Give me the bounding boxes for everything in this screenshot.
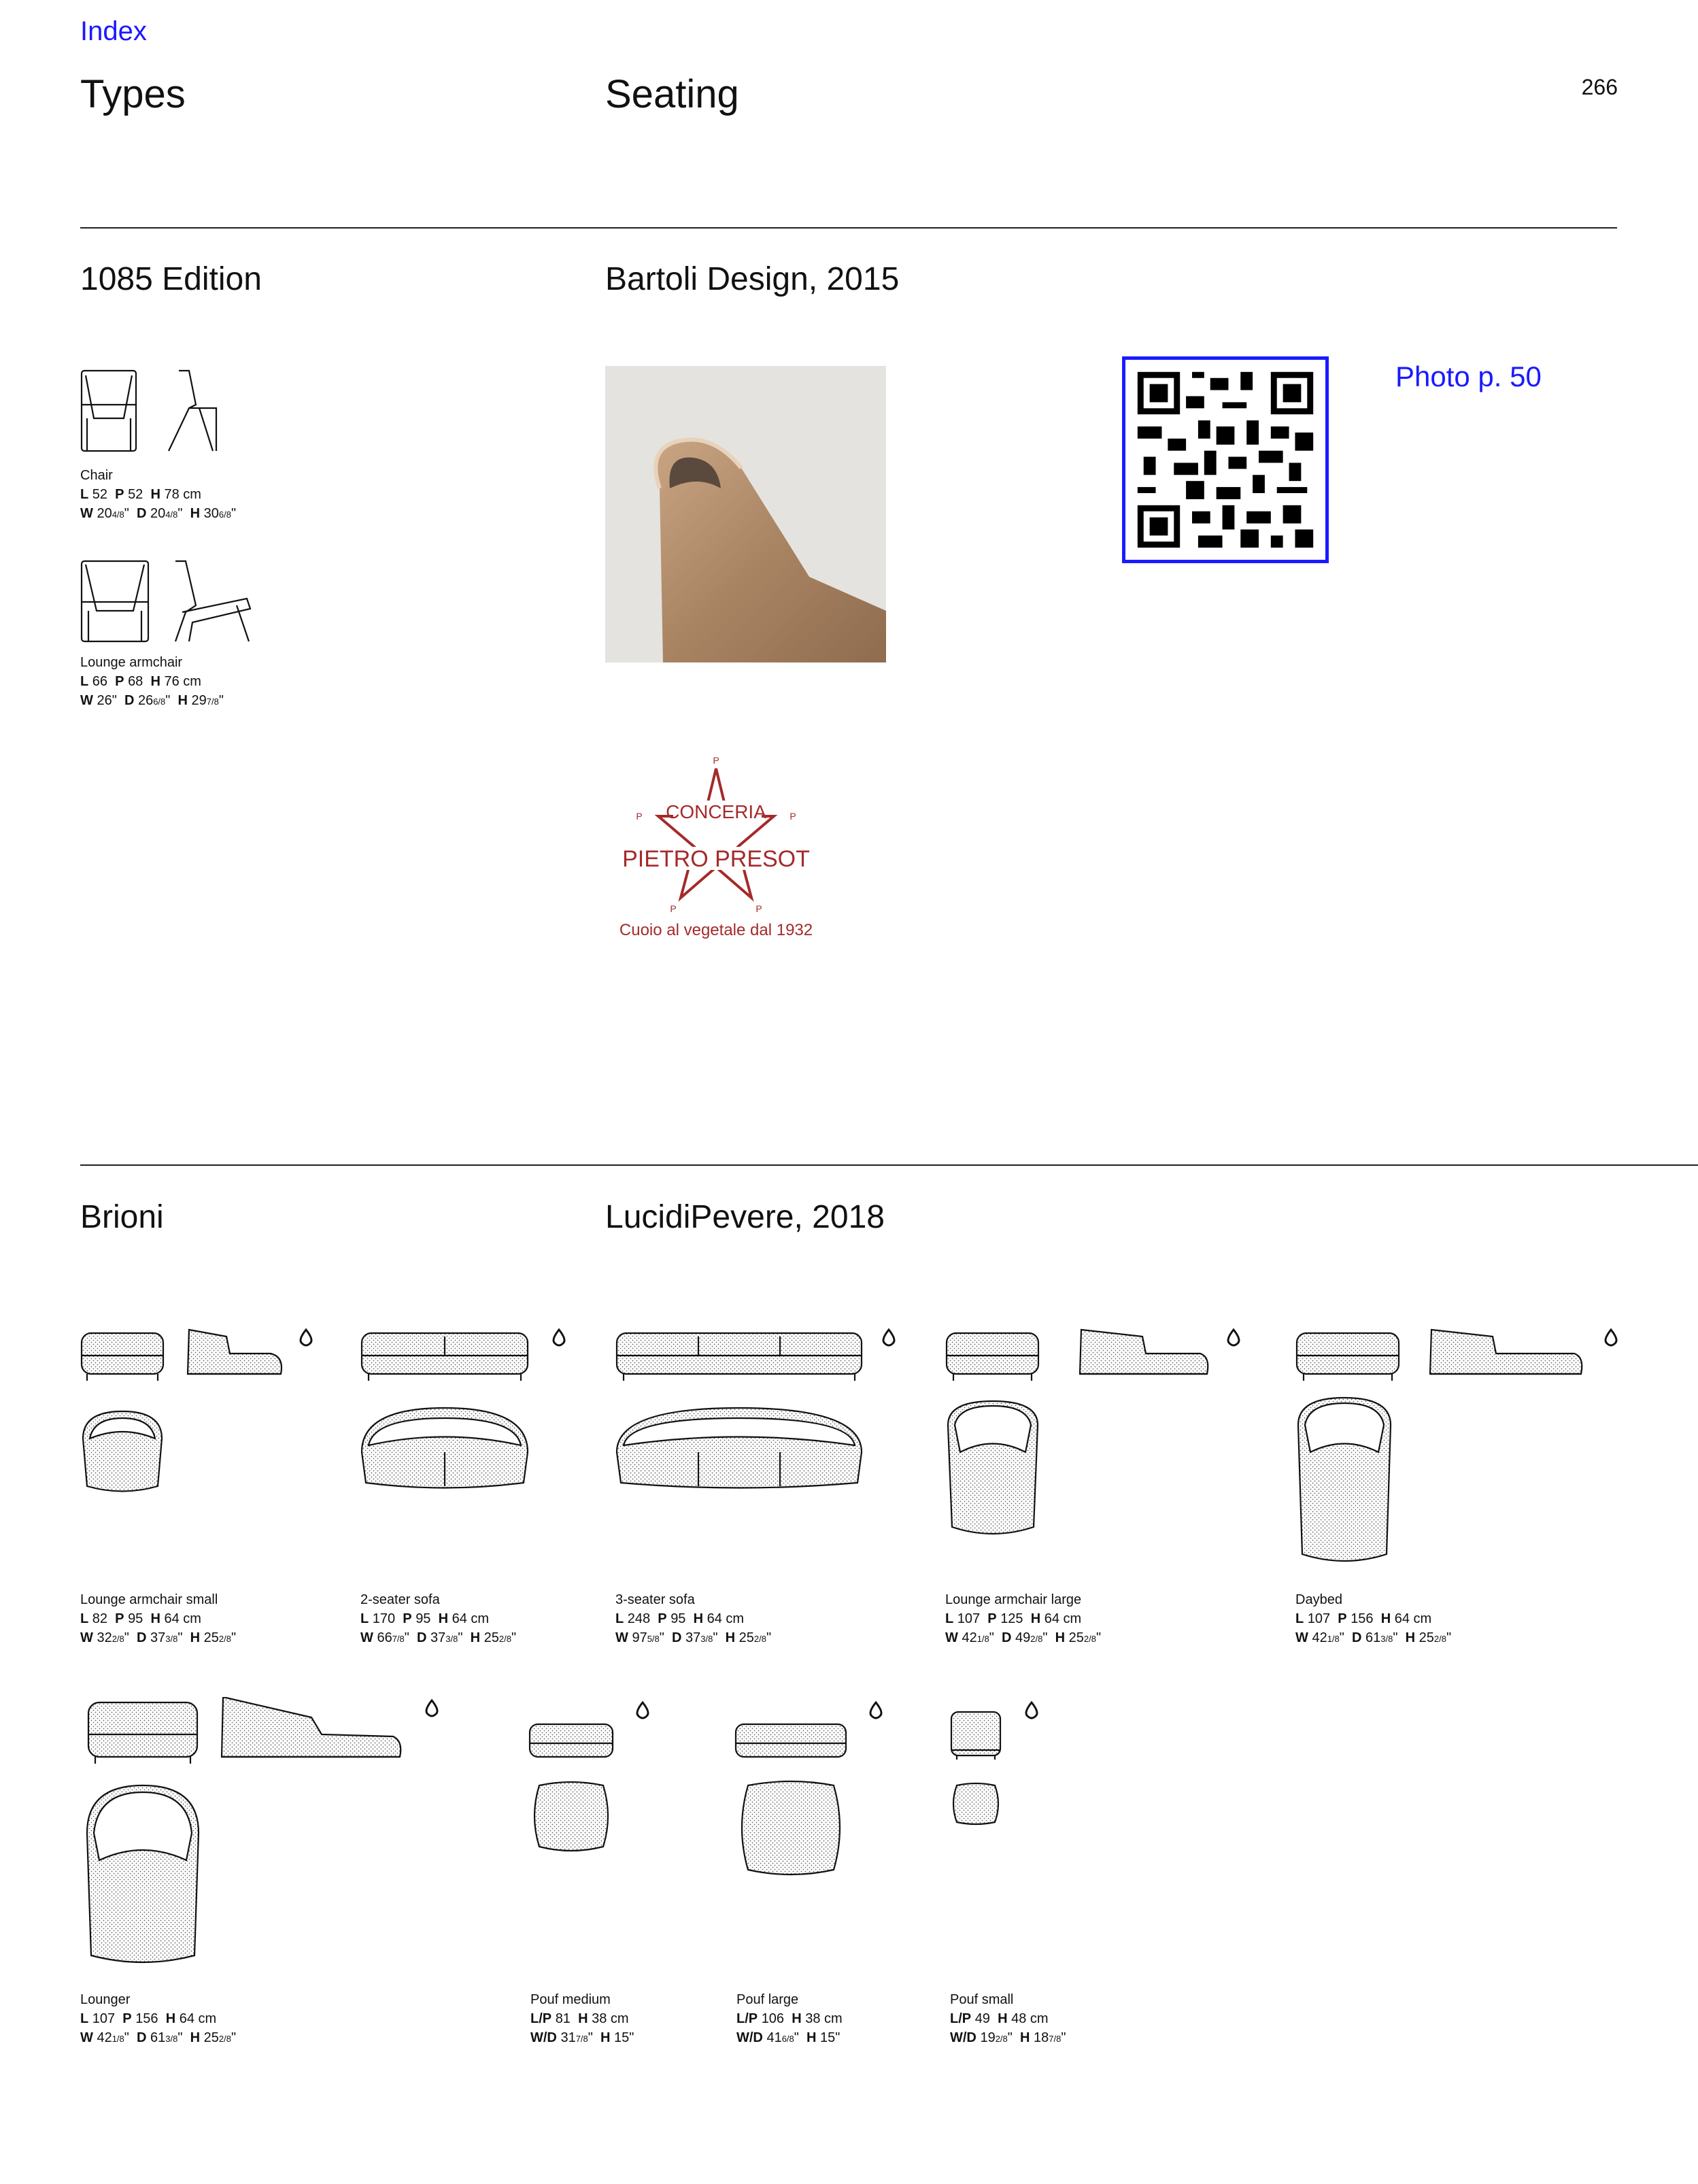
- photo-page-link[interactable]: Photo p. 50: [1395, 360, 1542, 392]
- section-divider: [80, 227, 1617, 229]
- logo-brand-main: PIETRO PRESOT: [622, 846, 810, 872]
- item-caption: Lounge armchair large L 107 P 125 H 64 cm W 421/8" D 492/8" H 252/8": [945, 1590, 1101, 1649]
- item-caption: 3-seater sofa L 248 P 95 H 64 cm W 975/8" D 373/8" H 252/8": [615, 1590, 771, 1649]
- conceria-logo: [598, 752, 843, 945]
- metric-dimensions: L 52 P 52 H 78 cm: [80, 487, 201, 502]
- item-caption-lounge-armchair: Lounge armchair L 66 P 68 H 76 cm W 26" D 266/8" H 297/8": [80, 653, 224, 711]
- category-heading: Seating: [605, 72, 739, 116]
- item-caption: Lounge armchair small L 82 P 95 H 64 cm W 322/8" D 373/8" H 252/8": [80, 1590, 236, 1649]
- imperial-dimensions: W/D 192/8" H 187/8": [950, 2030, 1066, 2045]
- imperial-dimensions: W 322/8" D 373/8" H 252/8": [80, 1630, 237, 1645]
- pouf-large-drawing: [733, 1697, 896, 1894]
- imperial-dimensions: W 421/8" D 613/8" H 252/8": [80, 2030, 237, 2045]
- logo-brand-top: CONCERIA: [666, 801, 766, 822]
- imperial-dimensions: W 204/8" D 204/8" H 306/8": [80, 506, 237, 521]
- imperial-dimensions: W/D 416/8" H 15": [736, 2030, 840, 2045]
- product-photo: [605, 366, 886, 662]
- item-caption: Pouf small L/P 49 H 48 cm W/D 192/8" H 187/8": [950, 1990, 1066, 2049]
- metric-dimensions: L 107 P 125 H 64 cm: [945, 1611, 1082, 1626]
- metric-dimensions: L/P 81 H 38 cm: [530, 2011, 629, 2026]
- metric-dimensions: L 107 P 156 H 64 cm: [1295, 1611, 1432, 1626]
- imperial-dimensions: W 26" D 266/8" H 297/8": [80, 693, 224, 708]
- daybed-drawing: [1295, 1323, 1629, 1575]
- imperial-dimensions: W 667/8" D 373/8" H 252/8": [360, 1630, 517, 1645]
- item-caption-chair: Chair L 52 P 52 H 78 cm W 204/8" D 204/8" H 306/8": [80, 466, 236, 524]
- imperial-dimensions: W 975/8" D 373/8" H 252/8": [615, 1630, 772, 1645]
- lounge-armchair-large-drawing: [945, 1323, 1251, 1547]
- index-link[interactable]: Index: [80, 16, 147, 46]
- chair-drawing: [80, 367, 237, 456]
- metric-dimensions: L 107 P 156 H 64 cm: [80, 2011, 217, 2026]
- lounge-armchair-drawing: [80, 558, 257, 646]
- imperial-dimensions: W/D 317/8" H 15": [530, 2030, 634, 2045]
- logo-letter: P: [789, 811, 796, 822]
- section-divider: [80, 1164, 1698, 1166]
- item-caption: Pouf medium L/P 81 H 38 cm W/D 317/8" H 15": [530, 1990, 634, 2049]
- types-heading: Types: [80, 72, 186, 116]
- logo-letter: P: [713, 755, 719, 766]
- pouf-medium-drawing: [527, 1697, 663, 1881]
- product-name: 1085 Edition: [80, 261, 262, 297]
- metric-dimensions: L/P 49 H 48 cm: [950, 2011, 1049, 2026]
- item-caption: Daybed L 107 P 156 H 64 cm W 421/8" D 613/8" H 252/8": [1295, 1590, 1451, 1649]
- product-designer: LucidiPevere, 2018: [605, 1199, 885, 1235]
- product-name: Brioni: [80, 1199, 164, 1235]
- logo-letter: P: [755, 903, 762, 914]
- product-designer: Bartoli Design, 2015: [605, 261, 900, 297]
- imperial-dimensions: W 421/8" D 613/8" H 252/8": [1295, 1630, 1452, 1645]
- metric-dimensions: L 82 P 95 H 64 cm: [80, 1611, 201, 1626]
- qr-code[interactable]: [1122, 356, 1329, 563]
- imperial-dimensions: W 421/8" D 492/8" H 252/8": [945, 1630, 1102, 1645]
- metric-dimensions: L/P 106 H 38 cm: [736, 2011, 843, 2026]
- logo-letter: P: [636, 811, 643, 822]
- lounge-armchair-small-drawing: [80, 1323, 332, 1507]
- pouf-small-drawing: [949, 1697, 1051, 1847]
- lounger-drawing: [80, 1697, 461, 1976]
- page-number: 266: [1581, 75, 1618, 99]
- metric-dimensions: L 248 P 95 H 64 cm: [615, 1611, 745, 1626]
- item-caption: Lounger L 107 P 156 H 64 cm W 421/8" D 613/8" H 252/8": [80, 1990, 236, 2049]
- 3-seater-sofa-drawing: [615, 1323, 915, 1507]
- logo-letter: P: [670, 903, 677, 914]
- 2-seater-sofa-drawing: [360, 1323, 578, 1507]
- item-caption: Pouf large L/P 106 H 38 cm W/D 416/8" H 15": [736, 1990, 843, 2049]
- logo-tagline: Cuoio al vegetale dal 1932: [619, 921, 813, 939]
- metric-dimensions: L 170 P 95 H 64 cm: [360, 1611, 490, 1626]
- metric-dimensions: L 66 P 68 H 76 cm: [80, 674, 201, 689]
- item-caption: 2-seater sofa L 170 P 95 H 64 cm W 667/8" D 373/8" H 252/8": [360, 1590, 516, 1649]
